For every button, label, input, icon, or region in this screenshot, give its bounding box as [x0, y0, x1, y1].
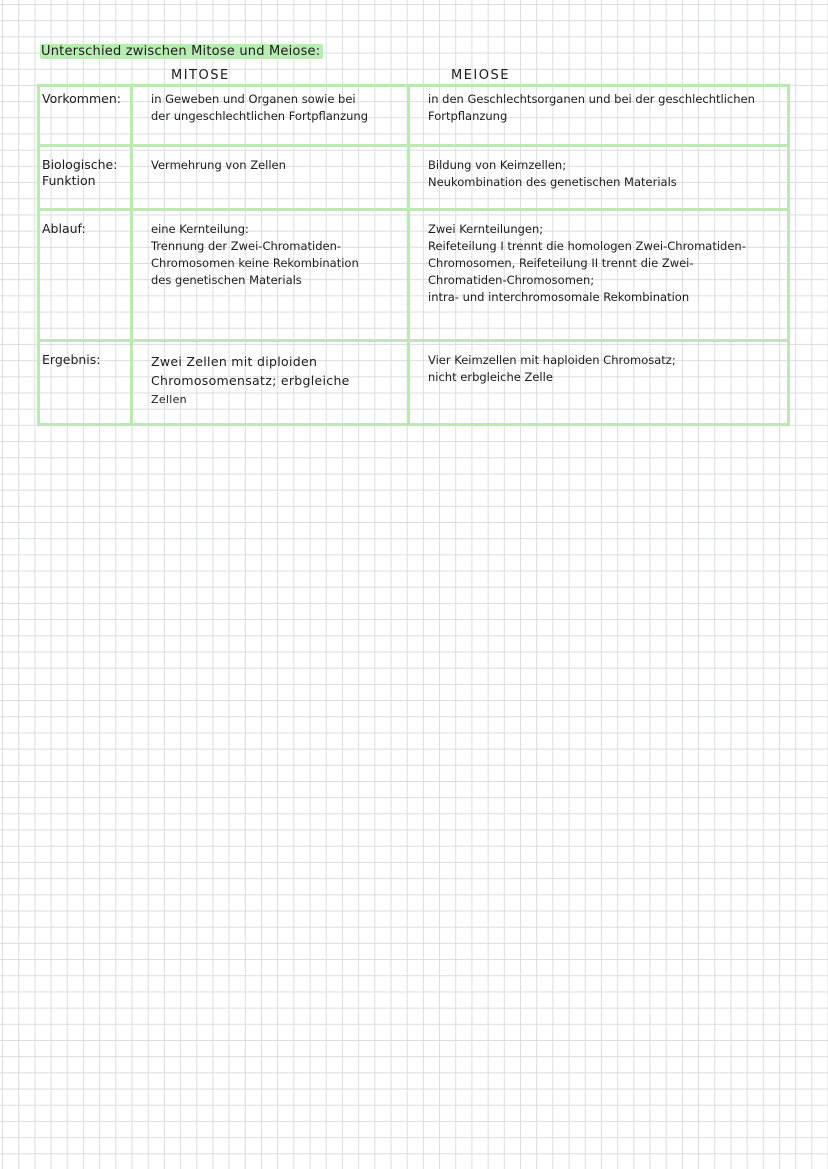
- meiose-cell: [407, 211, 787, 339]
- cell-line: des genetischen Materials: [151, 273, 302, 287]
- mitose-cell: [130, 87, 407, 144]
- cell-line: Bildung von Keimzellen;: [428, 158, 567, 172]
- cell-line: Neukombination des genetischen Materials: [428, 175, 677, 189]
- cell-line: Chromosomen keine Rekombination: [151, 256, 359, 270]
- cell-line: in Geweben und Organen sowie bei: [151, 92, 356, 106]
- cell-line: Chromatiden-Chromosomen;: [428, 273, 595, 287]
- table-row-vorkommen: [40, 87, 787, 147]
- cell-line: nicht erbgleiche Zelle: [428, 370, 553, 384]
- mitose-cell: [130, 342, 407, 423]
- cell-line: Reifeteilung I trennt die homologen Zwei-Chromatiden-: [428, 239, 746, 253]
- title-highlight: Unterschied zwischen Mitose und Meiose:: [40, 44, 323, 59]
- table-row-ergebnis: [40, 342, 787, 423]
- row-label-text: Ergebnis:: [42, 352, 101, 367]
- cell-line: Fortpflanzung: [428, 109, 508, 123]
- cell-line: Zwei Kernteilungen;: [428, 222, 544, 236]
- cell-line: Trennung der Zwei-Chromatiden-: [151, 239, 342, 253]
- row-label: [40, 211, 130, 339]
- column-header-meiose: MEIOSE: [451, 68, 510, 83]
- cell-line: Vermehrung von Zellen: [151, 158, 286, 172]
- comparison-table: [37, 84, 790, 426]
- row-label: [40, 342, 130, 423]
- row-label-text: Vorkommen:: [42, 91, 121, 106]
- row-label-text: Funktion: [42, 173, 96, 188]
- row-label: [40, 87, 130, 144]
- cell-line: der ungeschlechtlichen Fortpflanzung: [151, 109, 368, 123]
- meiose-cell: [407, 342, 787, 423]
- cell-line: in den Geschlechtsorganen und bei der geschlechtlichen: [428, 92, 755, 106]
- column-header-mitose: MITOSE: [171, 68, 230, 83]
- cell-line: Chromosomen, Reifeteilung II trennt die Zwei-: [428, 256, 694, 270]
- table-row-ablauf: [40, 211, 787, 342]
- cell-line: Zwei Zellen mit diploiden: [151, 354, 318, 369]
- row-label-text: Biologische:: [42, 157, 118, 172]
- cell-line: intra- und interchromosomale Rekombination: [428, 290, 690, 304]
- cell-line: Zellen: [151, 393, 187, 406]
- table-row-funktion: [40, 147, 787, 211]
- row-label: [40, 147, 130, 208]
- cell-line: Vier Keimzellen mit haploiden Chromosatz;: [428, 353, 676, 367]
- mitose-cell: [130, 147, 407, 208]
- row-label-text: Ablauf:: [42, 221, 86, 236]
- meiose-cell: [407, 87, 787, 144]
- mitose-cell: [130, 211, 407, 339]
- meiose-cell: [407, 147, 787, 208]
- cell-line: Chromosomensatz; erbgleiche: [151, 373, 350, 388]
- cell-line: eine Kernteilung:: [151, 222, 249, 236]
- page-title: [40, 44, 323, 59]
